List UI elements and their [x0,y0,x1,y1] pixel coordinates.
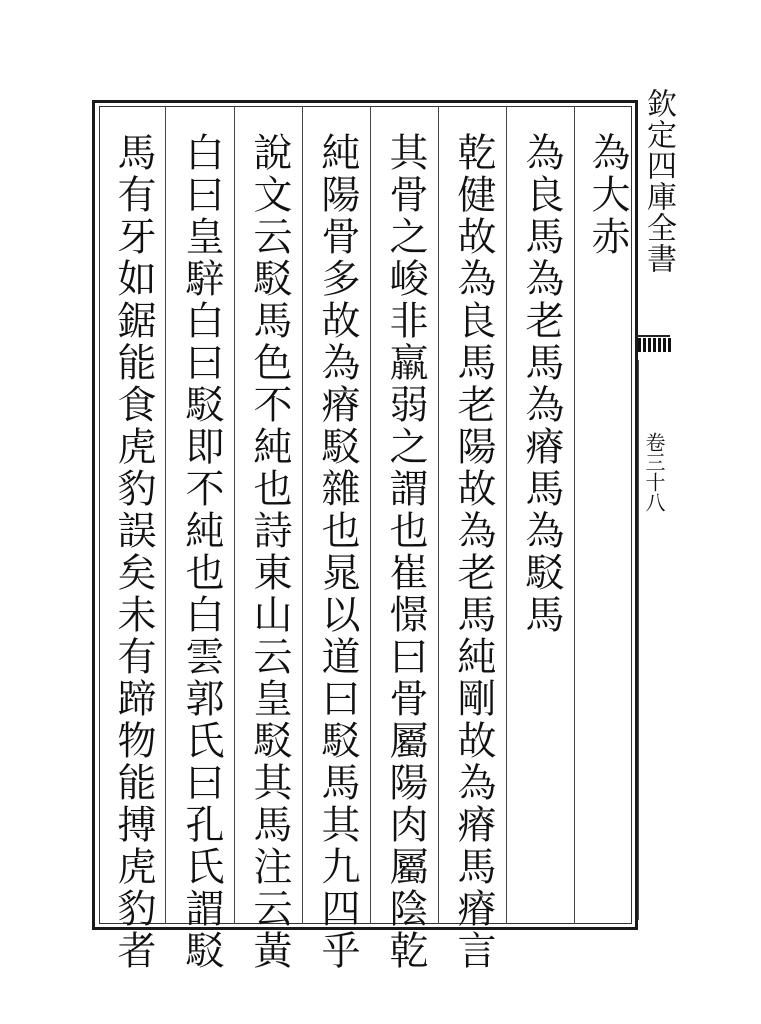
juan-number: 卷三十八 [642,432,666,512]
column-divider [234,106,235,924]
column-divider [438,106,439,924]
text-column-4: 其骨之峻非羸弱之謂也崔憬曰骨屬陽肉屬陰乾 [383,132,428,972]
text-column-8: 馬有牙如鋸能食虎豹誤矣未有蹄物能搏虎豹者 [111,132,156,972]
fishtail-mark [638,338,672,352]
text-column-5: 純陽骨多故為瘠駁雜也晁以道曰駁馬其九四乎 [315,132,360,972]
text-column-3: 乾健故為良馬老陽故為老馬純剛故為瘠馬瘠言 [451,132,496,972]
margin-rule [636,335,670,337]
text-column-2: 為良馬為老馬為瘠馬為駁馬 [519,132,564,636]
column-divider [506,106,507,924]
text-column-1: 為大赤 [585,132,630,258]
margin-line [638,360,639,920]
text-column-6: 說文云駁馬色不純也詩東山云皇駁其馬注云黃 [247,132,292,972]
column-divider [370,106,371,924]
text-column-7: 白曰皇騂白曰駁即不純也白雲郭氏曰孔氏謂駁 [179,132,224,972]
book-title: 欽定四庫全書 [641,88,676,274]
column-divider [574,106,575,924]
column-divider [165,106,166,924]
column-divider [302,106,303,924]
